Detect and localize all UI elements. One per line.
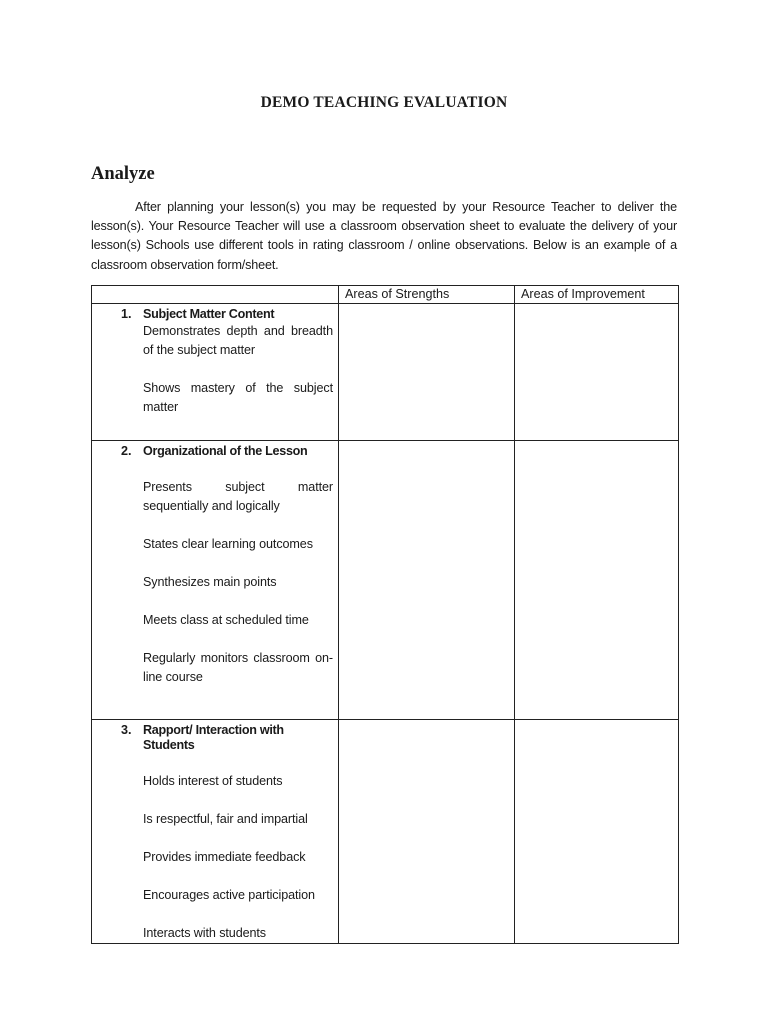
improvement-cell-2[interactable] [515,441,679,720]
criterion-item: Encourages active participation [143,888,315,902]
section-heading: Analyze [91,164,155,184]
criterion-item: Demonstrates depth and breadth of the subject matter [143,324,333,357]
criterion-item: States clear learning outcomes [143,537,313,551]
improvement-cell-3[interactable] [515,720,679,944]
criterion-item: Shows mastery of the subject matter [143,381,333,414]
criterion-item: Meets class at scheduled time [143,613,309,627]
strengths-cell-3[interactable] [339,720,515,944]
criterion-item: Provides immediate feedback [143,850,306,864]
intro-paragraph: After planning your lesson(s) you may be requested by your Resource Teacher to deliver the lesson(s). Your Resource Teacher will use a classroom observation sheet to evaluate the delivery of your lesson(s) Schools use different tools in rating classroom / online observations. Below is an example of a classroom observation form/sheet. [91,200,677,272]
criterion-heading: Subject Matter Content [143,307,275,321]
table-header-row [92,286,679,304]
criterion-item: Holds interest of students [143,774,283,788]
header-improvement: Areas of Improvement [515,286,679,304]
criteria-cell-3 [92,720,339,944]
criterion-item: Presents subject matter sequentially and logically [143,480,333,513]
criteria-cell-2 [92,441,339,720]
table-row [92,441,679,720]
header-strengths: Areas of Strengths [339,286,515,304]
table-row [92,304,679,441]
header-criteria [92,286,339,304]
criterion-item: Interacts with students [143,926,266,940]
criterion-item: Regularly monitors classroom on-line course [143,651,333,684]
strengths-cell-1[interactable] [339,304,515,441]
criterion-number: 1. [121,307,132,321]
improvement-cell-1[interactable] [515,304,679,441]
criterion-item: Synthesizes main points [143,575,277,589]
criterion-heading: Rapport/ Interaction with Students [143,723,284,752]
criterion-item: Is respectful, fair and impartial [143,812,308,826]
criterion-number: 2. [121,444,132,458]
observation-table [91,285,679,944]
table-row [92,720,679,944]
criterion-number: 3. [121,723,132,737]
document-title: DEMO TEACHING EVALUATION [260,94,508,111]
criterion-heading: Organizational of the Lesson [143,444,308,458]
strengths-cell-2[interactable] [339,441,515,720]
criteria-cell-1 [92,304,339,441]
